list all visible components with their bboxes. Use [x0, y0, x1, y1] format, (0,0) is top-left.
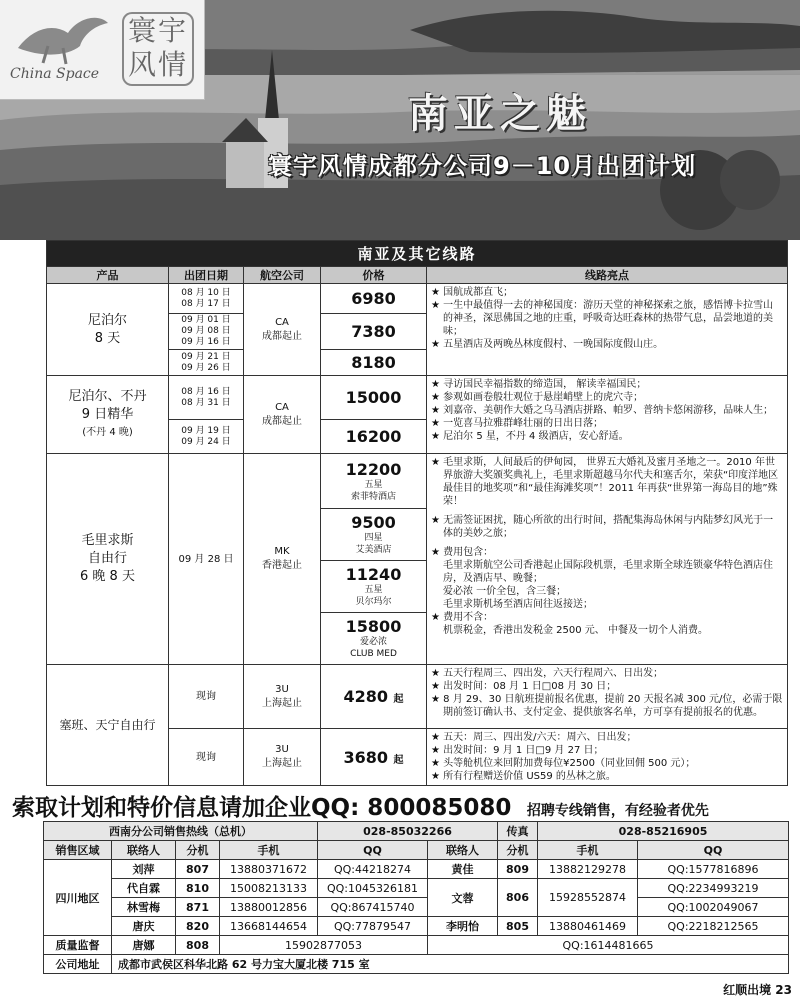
- contact-mobile: 15008213133: [220, 879, 318, 898]
- dates-cell: 09 月 01 日 09 月 08 日 09 月 16 日: [169, 314, 244, 350]
- quality-row: [44, 936, 789, 955]
- product-saipan: 塞班、天宁自由行: [47, 665, 169, 786]
- hdr-contact-2: 联络人: [428, 841, 498, 860]
- product-nepal-bhutan: 尼泊尔、不丹 9 日精华 (不丹 4 晚): [47, 376, 169, 454]
- dates-cell: 09 月 19 日 09 月 24 日: [169, 420, 244, 454]
- cta-recruit: 招聘专线销售，有经验者优先: [526, 803, 709, 819]
- fax-number: 028-85216905: [538, 822, 789, 841]
- contact-row: [44, 879, 789, 898]
- contact-ext: 809: [498, 860, 538, 879]
- pegasus-logo-icon: [8, 8, 118, 68]
- col-highlights: 线路亮点: [427, 267, 788, 284]
- col-airline: 航空公司: [244, 267, 321, 284]
- col-product: 产品: [47, 267, 169, 284]
- highlights-cell: ★ 五天：周三、四出发/六天：周六、日出发； ★ 出发时间：9 月 1 日□9 月 27 日； ★ 头等舱机位来回附加费每位¥2500（同业回佣 500 元）； ★ 所有行程赠送价值 US59 的丛林之旅。: [427, 729, 788, 786]
- highlights-cell: ★ 国航成都直飞； ★ 一生中最值得一去的神秘国度：游历天堂的神秘探索之旅，感悟博卡拉雪山的神圣，深思佛国之地的庄重，呼吸奇达旺森林的热带气息，品尝地道的美味； ★ 五星酒店及两晚丛林度假村、一晚国际度假山庄。: [427, 284, 788, 376]
- airline-cell: 3U 上海起止: [244, 665, 321, 729]
- contact-qq: QQ:1002049067: [638, 898, 789, 917]
- highlights-cell: ★ 五天行程周三、四出发，六天行程周六、日出发； ★ 出发时间：08 月 1 日□08 月 30 日； ★ 8 月 29、30 日航班提前报名优惠，提前 20 天报名减 300 元/位，必需于限期前签订确认书、支付定金、提供旅客名单，方可享有提前报名的优惠。: [427, 665, 788, 729]
- contact-name: 文蓉: [428, 879, 498, 917]
- dates-cell: 09 月 21 日 09 月 26 日: [169, 350, 244, 376]
- contact-ext: 871: [176, 898, 220, 917]
- contact-qq: QQ:44218274: [318, 860, 428, 879]
- contact-table: [43, 821, 789, 974]
- quality-ext: 808: [176, 936, 220, 955]
- contact-ext: 806: [498, 879, 538, 917]
- dates-cell: 09 月 28 日: [169, 454, 244, 665]
- price-cell: 15800 爱必浓 CLUB MED: [321, 613, 427, 665]
- contact-qq: QQ:1577816896: [638, 860, 789, 879]
- price-cell: 11240 五星 贝尔玛尔: [321, 561, 427, 613]
- quality-mobile: 15902877053: [220, 936, 428, 955]
- contact-ext: 805: [498, 917, 538, 936]
- hdr-region: 销售区域: [44, 841, 112, 860]
- col-dates: 出团日期: [169, 267, 244, 284]
- contact-ext: 810: [176, 879, 220, 898]
- product-nepal-8: 尼泊尔 8 天: [47, 284, 169, 376]
- address-row: [44, 955, 789, 974]
- contact-qq: QQ:2218212565: [638, 917, 789, 936]
- logo-english-text: China Space: [10, 66, 100, 82]
- section-title: 南亚及其它线路: [47, 241, 788, 267]
- hdr-mobile-2: 手机: [538, 841, 638, 860]
- dates-cell: 现询: [169, 665, 244, 729]
- contact-header-row: [44, 841, 789, 860]
- price-cell: 9500 四星 艾美酒店: [321, 509, 427, 561]
- contact-mobile: 13880461469: [538, 917, 638, 936]
- logo-chinese-text: 寰宇 风情: [122, 12, 194, 86]
- contact-mobile: 13880371672: [220, 860, 318, 879]
- contact-ext: 820: [176, 917, 220, 936]
- contact-mobile: 15928552874: [538, 879, 638, 917]
- fax-label: 传真: [498, 822, 538, 841]
- contact-qq: QQ:2234993219: [638, 879, 789, 898]
- page-footer: 红顺出境 23: [723, 983, 792, 997]
- airline-cell: 3U 上海起止: [244, 729, 321, 786]
- contact-name: 唐庆: [112, 917, 176, 936]
- hero-banner: [0, 0, 800, 240]
- address-text: 成都市武侯区科华北路 62 号力宝大厦北楼 715 室: [112, 955, 789, 974]
- airline-cell: CA 成都起止: [244, 376, 321, 454]
- price-cell: 12200 五星 索菲特酒店: [321, 454, 427, 509]
- contact-name: 黄佳: [428, 860, 498, 879]
- contact-mobile: 13882129278: [538, 860, 638, 879]
- product-mauritius: 毛里求斯 自由行 6 晚 8 天: [47, 454, 169, 665]
- quality-qq: QQ:1614481665: [428, 936, 789, 955]
- contact-mobile: 13880012856: [220, 898, 318, 917]
- qq-call-to-action: [12, 789, 792, 819]
- quality-label: 质量监督: [44, 936, 112, 955]
- col-price: 价格: [321, 267, 427, 284]
- hotline-label: 西南分公司销售热线（总机）: [44, 822, 318, 841]
- column-header-row: [47, 267, 788, 284]
- hotline-number: 028-85032266: [318, 822, 498, 841]
- dates-cell: 08 月 16 日 08 月 31 日: [169, 376, 244, 420]
- hdr-ext: 分机: [176, 841, 220, 860]
- contact-row: [44, 860, 789, 879]
- price-cell: 4280 起: [321, 665, 427, 729]
- highlights-cell: ★ 毛里求斯，人间最后的伊甸园， 世界五大婚礼及蜜月圣地之一。2010 年世界旅游大奖颁奖典礼上，毛里求斯超越马尔代夫和塞舌尔，荣获“印度洋地区最佳目的地奖项”和“最佳海滩奖项”！2011 年再获“世界第一海岛目的地”殊荣！ ★ 无需签证困扰，随心所欲的出行时间，搭配集海岛休闲与内陆梦幻风光于一体的美妙之旅； ★ 费用包含： 毛里求斯航空公司香港起止国际段机票，毛里求斯全球连锁豪华特色酒店住房，及酒店早、晚餐； 爱必浓 一价全包，含三餐； 毛里求斯机场至酒店间往返接送； ★ 费用不含： 机票税金，香港出发税金 2500 元、 中餐及一切个人消费。: [427, 454, 788, 665]
- dates-cell: 现询: [169, 729, 244, 786]
- airline-cell: CA 成都起止: [244, 284, 321, 376]
- price-cell: 15000: [321, 376, 427, 420]
- china-space-logo: [0, 0, 205, 100]
- price-cell: 6980: [321, 284, 427, 314]
- contact-row: [44, 917, 789, 936]
- price-cell: 8180: [321, 350, 427, 376]
- hdr-qq-2: QQ: [638, 841, 789, 860]
- price-cell: 7380: [321, 314, 427, 350]
- highlights-cell: ★ 寻访国民幸福指数的缔造国， 解读幸福国民； ★ 参观如画卷般壮观位于悬崖峭壁上的虎穴寺； ★ 刘嘉帝、美朝作大婚之乌马酒店拼路、帕罗、普纳卡悠闲游移，品味人生； ★ 一览喜马拉雅群峰壮丽的日出日落； ★ 尼泊尔 5 星，不丹 4 级酒店，安心舒适。: [427, 376, 788, 454]
- contact-qq: QQ:867415740: [318, 898, 428, 917]
- quality-name: 唐娜: [112, 936, 176, 955]
- hotline-row: [44, 822, 789, 841]
- hdr-ext-2: 分机: [498, 841, 538, 860]
- hdr-mobile: 手机: [220, 841, 318, 860]
- address-label: 公司地址: [44, 955, 112, 974]
- route-table: [46, 240, 788, 786]
- contact-ext: 807: [176, 860, 220, 879]
- airline-cell: MK 香港起止: [244, 454, 321, 665]
- contact-mobile: 13668144654: [220, 917, 318, 936]
- price-cell: 16200: [321, 420, 427, 454]
- contact-name: 林雪梅: [112, 898, 176, 917]
- contact-name: 李明怡: [428, 917, 498, 936]
- contact-row: [44, 898, 789, 917]
- contact-qq: QQ:77879547: [318, 917, 428, 936]
- contact-name: 代自霖: [112, 879, 176, 898]
- table-row: [47, 284, 788, 314]
- dates-cell: 08 月 10 日 08 月 17 日: [169, 284, 244, 314]
- contact-qq: QQ:1045326181: [318, 879, 428, 898]
- hdr-qq: QQ: [318, 841, 428, 860]
- price-cell: 3680 起: [321, 729, 427, 786]
- region-sichuan: 四川地区: [44, 860, 112, 936]
- hdr-contact: 联络人: [112, 841, 176, 860]
- hero-title: 南亚之魅: [408, 90, 592, 137]
- table-row: [47, 665, 788, 729]
- contact-name: 刘萍: [112, 860, 176, 879]
- table-row: [47, 454, 788, 509]
- table-row: [47, 376, 788, 420]
- cta-main: 索取计划和特价信息请加企业QQ: 800085080: [12, 795, 512, 821]
- hero-subtitle: 寰宇风情成都分公司9－10月出团计划: [268, 152, 697, 180]
